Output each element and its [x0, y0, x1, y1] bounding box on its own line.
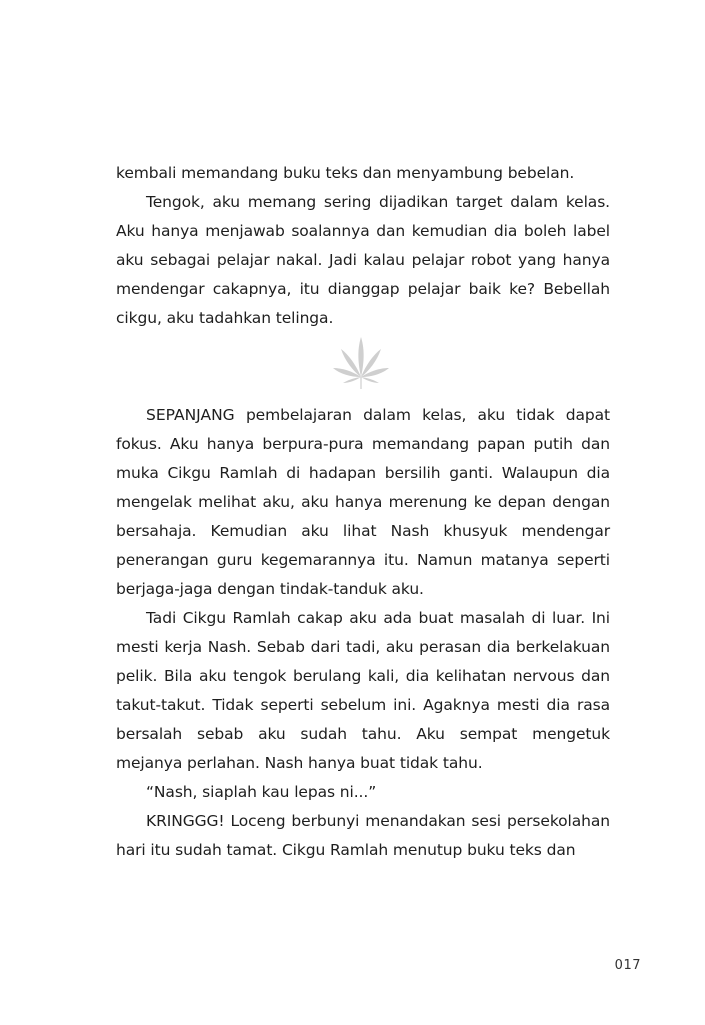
paragraph: Tadi Cikgu Ramlah cakap aku ada buat masalah di luar. Ini mesti kerja Nash. Sebab dari tadi, aku perasan dia berkelakuan pelik. Bila aku tengok berulang kali, dia kelihatan nervous dan takut-takut. Tidak seperti sebelum ini. Agaknya mesti dia rasa bersalah sebab aku sudah tahu. Aku sempat mengetuk mejanya perlahan. Nash hanya buat tidak tahu. — [116, 609, 610, 772]
leaf-icon — [331, 335, 391, 391]
paragraph — [116, 401, 610, 604]
paragraph: KRINGGG! Loceng berbunyi menandakan sesi persekolahan hari itu sudah tamat. Cikgu Ramlah menutup buku teks dan — [116, 812, 610, 859]
dialogue-line: “Nash, siaplah kau lepas ni...” — [146, 783, 377, 801]
text-section-top — [116, 159, 610, 333]
paragraph: Tengok, aku memang sering dijadikan target dalam kelas. Aku hanya menjawab soalannya dan kemudian dia boleh label aku sebagai pelajar nakal. Jadi kalau pelajar robot yang hanya mendengar cakapnya, itu dianggap pelajar baik ke? Bebellah cikgu, aku tadahkan telinga. — [116, 193, 610, 327]
lead-word: SEPANJANG — [146, 406, 235, 424]
paragraph-continuation: kembali memandang buku teks dan menyambung bebelan. — [116, 164, 575, 182]
page-number: 017 — [614, 958, 641, 973]
text-section-bottom — [116, 401, 610, 865]
paragraph-text: pembelajaran dalam kelas, aku tidak dapat fokus. Aku hanya berpura-pura memandang papan putih dan muka Cikgu Ramlah di hadapan bersilih ganti. Walaupun dia mengelak melihat aku, aku hanya merenung ke depan dengan bersahaja. Kemudian aku lihat Nash khusyuk mendengar penerangan guru kegemarannya itu. Namun matanya seperti berjaga-jaga dengan tindak-tanduk aku. — [116, 406, 610, 598]
